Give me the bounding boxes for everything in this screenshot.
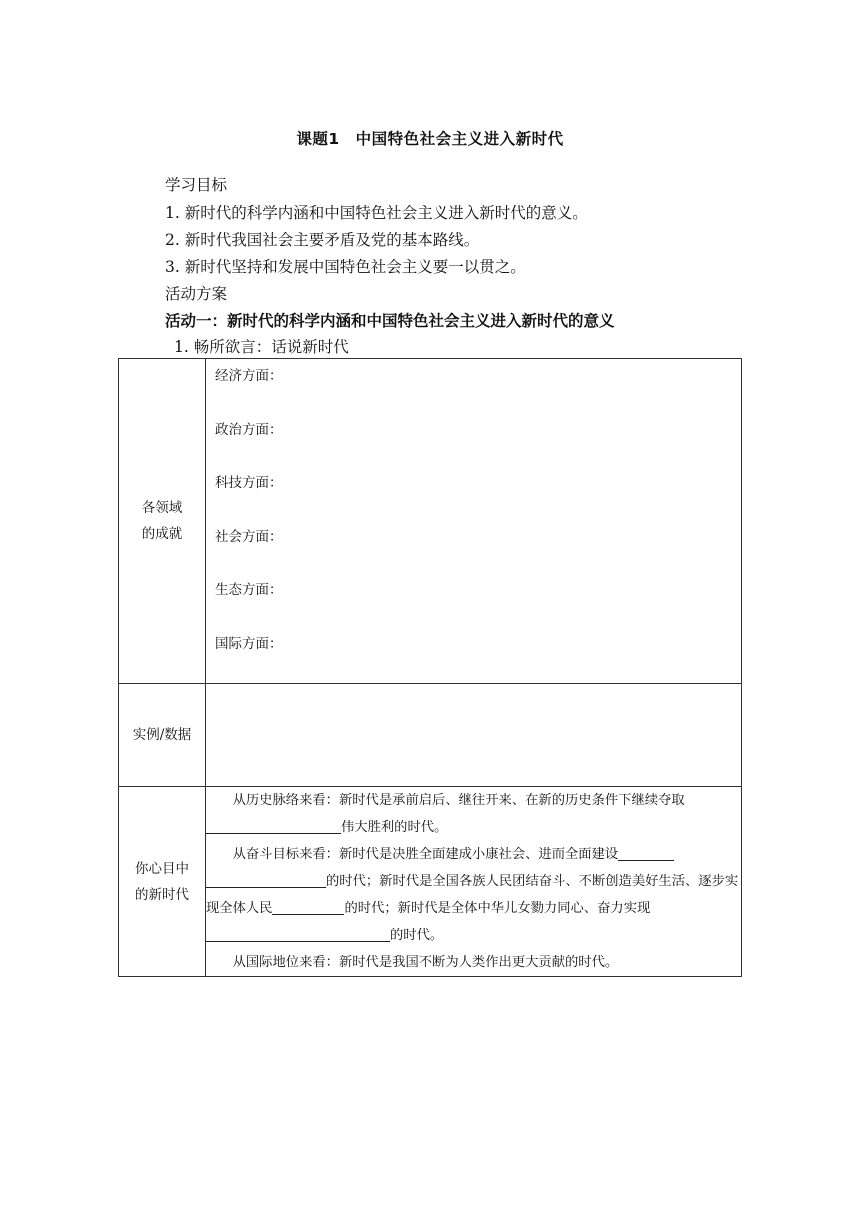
- page-title: 课题1 中国特色社会主义进入新时代: [296, 130, 564, 148]
- area-international: 国际方面：: [215, 635, 283, 652]
- cell-examples[interactable]: [206, 684, 742, 787]
- cell-new-era-text: [206, 787, 742, 977]
- area-ecology: 生态方面：: [215, 582, 283, 598]
- goal-item-1: 1. 新时代的科学内涵和中国特色社会主义进入新时代的意义。: [165, 204, 588, 222]
- label-achievements: [119, 359, 206, 684]
- area-politics: 政治方面：: [215, 421, 283, 438]
- table-row-new-era: [119, 787, 742, 977]
- fill-blank-2a[interactable]: [618, 845, 674, 861]
- new-era-table: [118, 358, 742, 977]
- label-achievements-line-1: 各领域: [141, 500, 183, 516]
- fill-blank-3[interactable]: [272, 899, 344, 915]
- section-plan-heading: 活动方案: [165, 285, 228, 303]
- cell-achievements[interactable]: [206, 359, 742, 684]
- goal-item-2: 2. 新时代我国社会主要矛盾及党的基本路线。: [165, 231, 480, 249]
- paragraph-goals: 从奋斗目标来看：新时代是决胜全面建成小康社会、进而全面建设的时代；新时代是全国各族人民团结奋斗、不断创造美好生活、逐步实现全体人民 的时代；新时代是全体中华儿女勠力同心、奋力实现的时代。: [206, 847, 739, 943]
- activity-1-heading: 活动一：新时代的科学内涵和中国特色社会主义进入新时代的意义: [165, 312, 615, 330]
- fill-blank-2b[interactable]: [206, 872, 326, 888]
- paragraph-international: 从国际地位来看：新时代是我国不断为人类作出更大贡献的时代。: [232, 955, 619, 970]
- table-row-examples: [119, 684, 742, 787]
- label-achievements-line-2: 的成就: [141, 526, 183, 542]
- fill-blank-1[interactable]: [206, 818, 341, 834]
- area-society: 社会方面：: [215, 528, 283, 545]
- paragraph-history: 从历史脉络来看：新时代是承前启后、继往开来、在新的历史条件下继续夺取伟大胜利的时代。: [206, 787, 741, 841]
- section-goals-heading: 学习目标: [165, 176, 228, 194]
- label-new-era-line-1: 你心目中: [135, 860, 189, 877]
- label-new-era: [119, 787, 206, 977]
- fill-blank-4[interactable]: [206, 926, 390, 942]
- goal-item-3: 3. 新时代坚持和发展中国特色社会主义要一以贯之。: [165, 258, 526, 276]
- area-technology: 科技方面：: [215, 475, 283, 491]
- label-examples: 实例/数据: [119, 684, 206, 787]
- label-new-era-line-2: 的新时代: [135, 886, 189, 903]
- table-row-achievements: [119, 359, 742, 684]
- subsection-1-heading: 1. 畅所欲言：话说新时代: [174, 338, 349, 356]
- area-economy: 经济方面：: [215, 368, 283, 384]
